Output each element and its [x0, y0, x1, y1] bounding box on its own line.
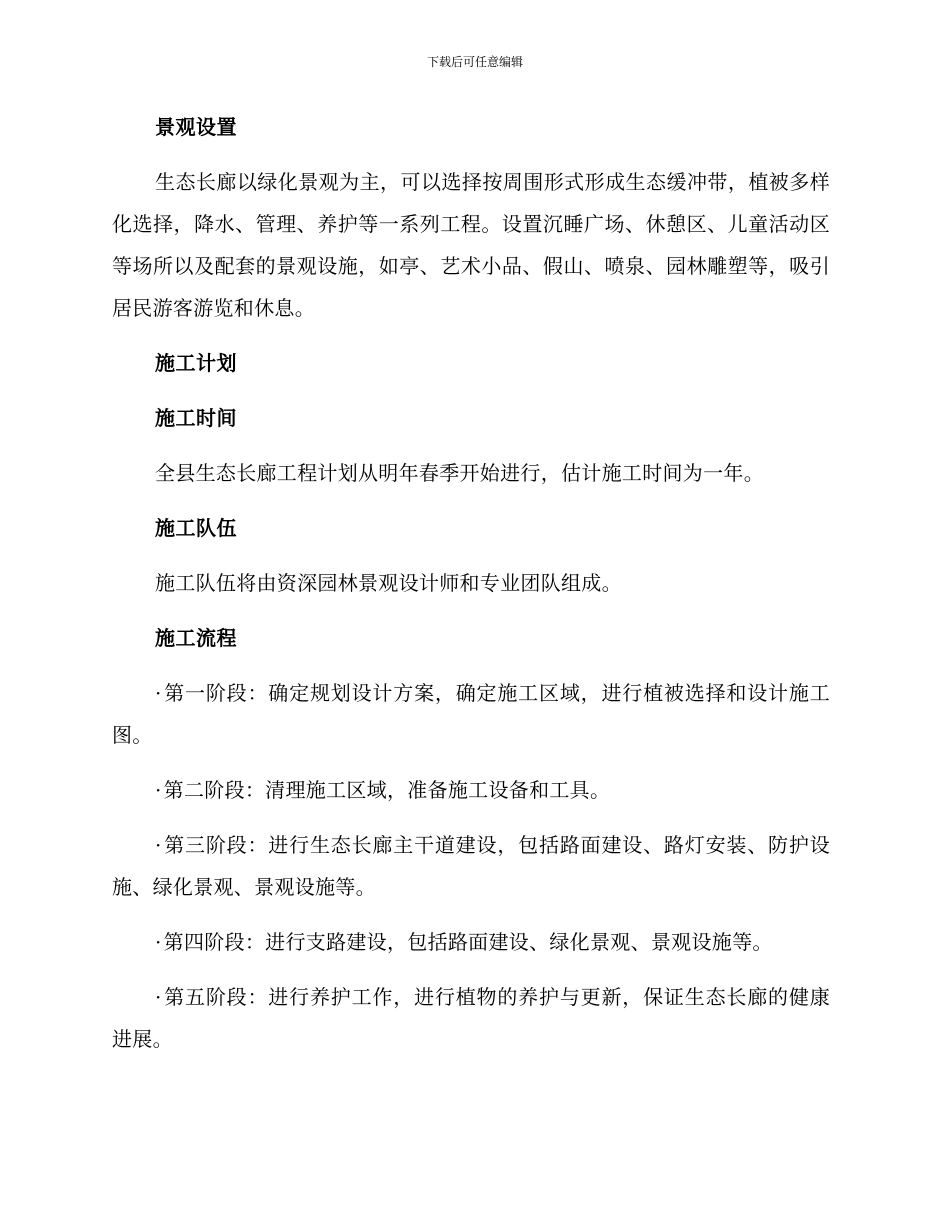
document-body	[112, 106, 830, 1073]
bullet-mark: ·	[155, 930, 162, 954]
paragraph-construction-team: 施工队伍将由资深园林景观设计师和专业团队组成。	[155, 571, 622, 595]
heading-construction-team: 施工队伍	[155, 516, 237, 540]
bullet-mark: ·	[155, 833, 162, 857]
process-step	[112, 976, 830, 1060]
process-step	[112, 921, 830, 963]
paragraph-construction-time: 全县生态长廊工程计划从明年春季开始进行，估计施工时间为一年。	[155, 461, 764, 485]
process-step-text: 第五阶段：进行养护工作，进行植物的养护与更新，保证生态长廊的健康进展。	[112, 985, 830, 1051]
process-step	[112, 824, 830, 908]
page-header: 下载后可任意编辑	[426, 55, 523, 69]
process-step-text: 第四阶段：进行支路建设，包括路面建设、绿化景观、景观设施等。	[163, 930, 773, 954]
heading-construction-process: 施工流程	[155, 626, 237, 650]
process-step-text: 第三阶段：进行生态长廊主干道建设，包括路面建设、路灯安装、防护设施、绿化景观、景观设施等。	[112, 833, 830, 899]
bullet-mark: ·	[155, 681, 162, 705]
heading-construction-plan: 施工计划	[155, 351, 237, 375]
paragraph-landscape: 生态长廊以绿化景观为主，可以选择按周围形式形成生态缓冲带，植被多样化选择，降水、管理、养护等一系列工程。设置沉睡广场、休憩区、儿童活动区等场所以及配套的景观设施，如亭、艺术小品、假山、喷泉、园林雕塑等，吸引居民游客游览和休息。	[112, 170, 830, 320]
process-step	[112, 672, 830, 756]
process-step-text: 第一阶段：确定规划设计方案，确定施工区域，进行植被选择和设计施工图。	[112, 681, 830, 747]
process-step	[112, 769, 830, 811]
process-step-text: 第二阶段：清理施工区域，准备施工设备和工具。	[163, 778, 611, 802]
bullet-mark: ·	[155, 778, 162, 802]
bullet-mark: ·	[155, 985, 162, 1009]
heading-construction-time: 施工时间	[155, 406, 237, 430]
heading-landscape: 景观设置	[155, 115, 237, 139]
